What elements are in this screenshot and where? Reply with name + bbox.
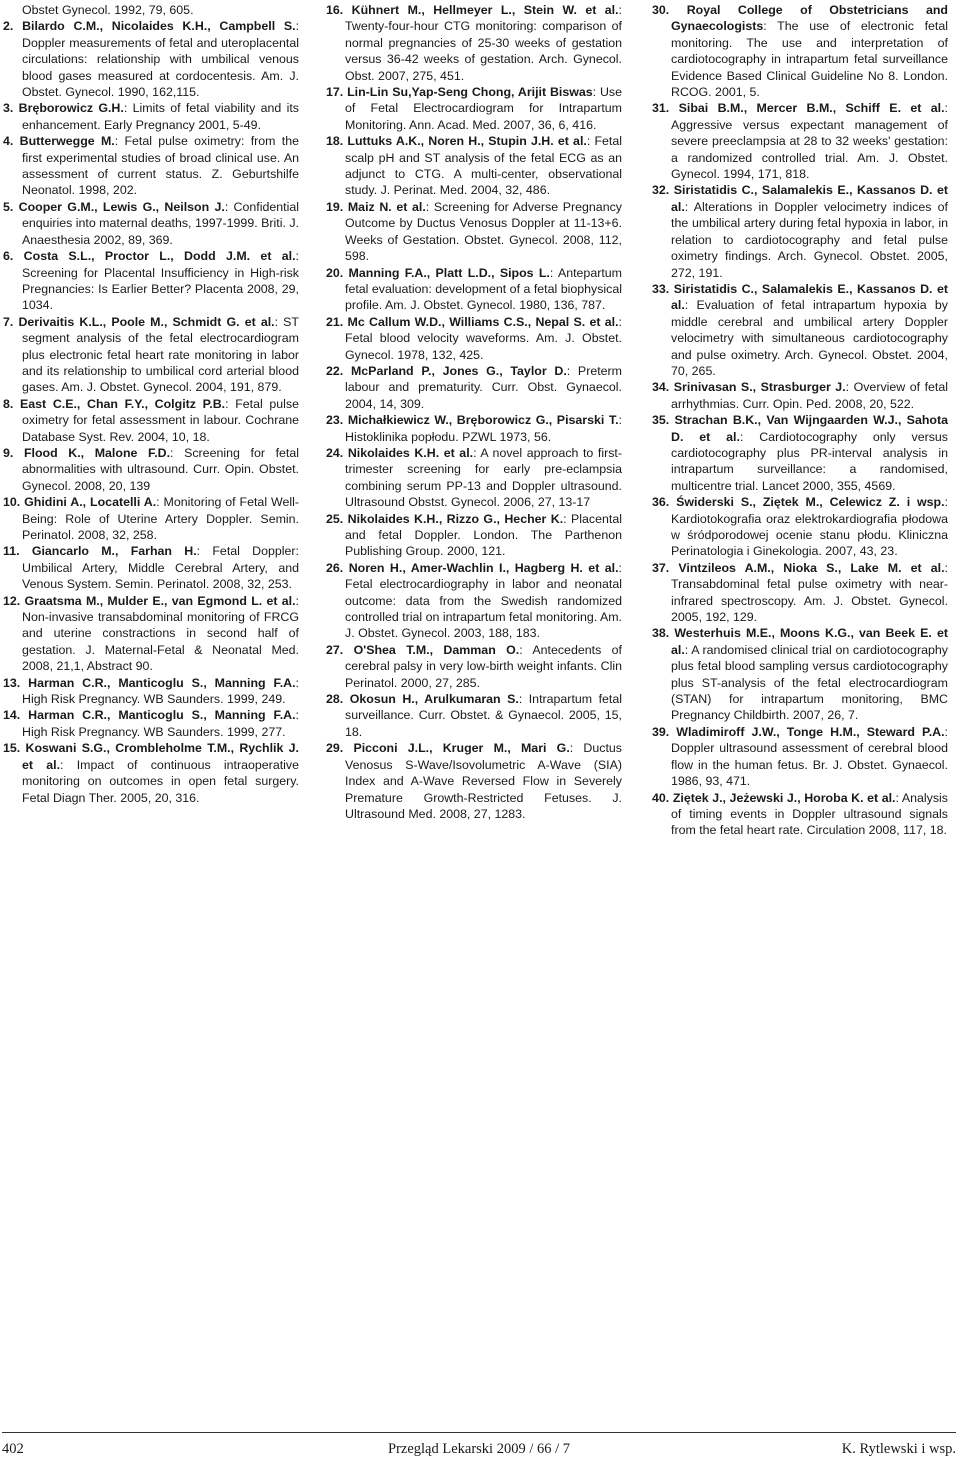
- reference-number: 26.: [326, 560, 344, 575]
- reference-authors: Nikolaides K.H., Rizzo G., Hecher K.: [347, 511, 564, 526]
- reference-text: : High Risk Pregnancy. WB Saunders. 1999, 249.: [22, 675, 299, 707]
- reference-number: 20.: [326, 265, 344, 280]
- reference-number: 23.: [326, 413, 344, 428]
- reference-authors: Harman C.R., Manticoglu S., Manning F.A.: [28, 675, 296, 690]
- reference-text: : Fetal scalp pH and ST analysis of the fetal ECG as an adjunct to CTG. A multi-center, observational study. J. Perinat. Med. 2004, 32, 486.: [345, 134, 623, 198]
- reference-entry: [652, 724, 948, 790]
- reference-text: : Screening for fetal abnormalities with ultrasound. Curr. Opin. Obstet. Gynecol. 2008, 20, 139: [22, 445, 299, 493]
- reference-number: 5.: [3, 199, 14, 214]
- reference-number: 8.: [3, 396, 14, 411]
- reference-authors: O'Shea T.M., Damman O.: [353, 642, 520, 657]
- reference-authors: Sibai B.M., Mercer B.M., Schiff E. et al.: [678, 101, 945, 116]
- reference-authors: Giancarlo M., Farhan H.: [31, 544, 197, 559]
- journal-citation: Przegląd Lekarski 2009 / 66 / 7: [387, 1441, 570, 1457]
- reference-authors: Kühnert M., Hellmeyer L., Stein W. et al.: [351, 3, 619, 17]
- reference-authors: Harman C.R., Manticoglu S., Manning F.A.: [28, 708, 296, 723]
- reference-number: 10.: [3, 495, 21, 510]
- reference-entry: [326, 511, 622, 560]
- reference-text: : Intrapartum fetal surveillance. Curr. Obstet. & Gynaecol. 2005, 15, 18.: [345, 692, 622, 739]
- reference-number: 37.: [652, 560, 670, 575]
- reference-authors: Manning F.A., Platt L.D., Sipos L.: [348, 265, 550, 280]
- reference-entry: [326, 2, 622, 84]
- reference-authors: Royal College of Obstetricians and Gynaecologists: [671, 3, 948, 34]
- reference-authors: Mc Callum W.D., Williams C.S., Nepal S. et al.: [347, 314, 619, 329]
- reference-entry: [652, 2, 948, 100]
- reference-entry: [3, 707, 299, 740]
- reference-text: : Doppler ultrasound assessment of cerebral blood flow in the human fetus. Br. J. Obstet. Gynaecol. 1986, 93, 471.: [671, 724, 948, 789]
- reference-authors: Cooper G.M., Lewis G., Neilson J.: [18, 199, 225, 214]
- reference-authors: Westerhuis M.E., Moons K.G., van Beek E. et al.: [671, 626, 948, 657]
- reference-entry: [326, 445, 622, 511]
- reference-authors: Butterwegge M.: [19, 134, 115, 149]
- reference-number: 32.: [652, 183, 670, 198]
- reference-authors: Derivaitis K.L., Poole M., Schmidt G. et al.: [18, 314, 275, 329]
- reference-number: 12.: [3, 593, 21, 608]
- reference-text: : Doppler measurements of fetal and uteroplacental circulations: relationship with umbilical venous blood gases measured at cordocentesis. Am. J. Obstet. Gynecol. 1990, 162,115.: [22, 19, 300, 100]
- reference-authors: Flood K., Malone F.D.: [23, 445, 171, 460]
- page-number: 402: [2, 1441, 24, 1457]
- reference-text: : Fetal pulse oximetry for fetal assessment in labour. Cochrane Database Syst. Rev. 2004, 10, 18.: [22, 396, 300, 444]
- reference-text: : Impact of continuous intraoperative monitoring on outcomes in open fetal surgery. Fetal Diagn Ther. 2005, 20, 316.: [22, 757, 299, 805]
- reference-number: 28.: [326, 692, 344, 707]
- reference-column-middle: [326, 2, 622, 822]
- reference-text: : Screening for Placental Insufficiency in High-risk Pregnancies: Is Earlier Better? Placenta 2008, 29, 1034.: [22, 249, 299, 313]
- reference-entry: [652, 379, 948, 412]
- reference-authors: East C.E., Chan F.Y., Colgitz P.B.: [20, 396, 226, 411]
- reference-authors: Graatsma M., Mulder E., van Egmond L. et al.: [24, 593, 296, 608]
- reference-text: : Cardiotocography only versus cardiotocography plus PR-interval analysis in intrapartum surveillance: a randomised, multicentre trial. Lancet 2000, 355, 4569.: [671, 429, 948, 493]
- reference-entry: [326, 412, 622, 445]
- reference-authors: Bilardo C.M., Nicolaides K.H., Campbell S.: [22, 19, 296, 34]
- reference-number: 3.: [3, 101, 14, 116]
- reference-text: : Overview of fetal arrhythmias. Curr. Opin. Ped. 2008, 20, 522.: [671, 380, 948, 411]
- reference-text: : Kardiotokografia oraz elektrokardiografia płodowa w śródporodowej ocenie stanu płodu. Kliniczna Perinatologia i Ginekologia. 2007, 43, 23.: [671, 495, 948, 559]
- reference-entry: [652, 182, 948, 280]
- reference-authors: Picconi J.L., Kruger M., Mari G.: [353, 741, 570, 756]
- reference-text: : Ductus Venosus S-Wave/Isovolumetric A-Wave (SIA) Index and A-Wave Reversed Flow in Severely Premature Growth-Restricted Fetuses. J. Ultrasound Med. 2008, 27, 1283.: [345, 741, 622, 821]
- reference-number: 36.: [652, 495, 670, 510]
- reference-text: : Non-invasive transabdominal monitoring of FRCG and uterine constractions in second half of gestation. J. Maternal-Fetal & Neonatal Med. 2008, 21,1, Abstract 90.: [22, 593, 299, 674]
- reference-entry: [326, 363, 622, 412]
- reference-number: 13.: [3, 675, 21, 690]
- reference-authors: Michałkiewicz W., Bręborowicz G., Pisarski T.: [347, 413, 619, 428]
- reference-text: : Antecedents of cerebral palsy in very low-birth weight infants. Clin Perinatol. 2000, 27, 285.: [345, 642, 622, 690]
- reference-number: 24.: [326, 445, 344, 460]
- reference-text: : A novel approach to first-trimester screening for early pre-eclampsia combining serum PP-13 and Doppler ultrasound. Ultrasound Obstst. Gynecol. 2006, 27, 13-17: [345, 445, 622, 510]
- reference-text: : A randomised clinical trial on cardiotocography plus fetal blood sampling versus cardiotocography plus ST-analysis of the fetal electrocardiogram (STAN) for intrapartum monitoring, BMC Pregnancy Childbirth. 2007, 26, 7.: [671, 642, 948, 723]
- reference-text: : Use of Fetal Electrocardiogram for Intrapartum Monitoring. Ann. Acad. Med. 2007, 36, 6, 416.: [345, 85, 623, 132]
- reference-authors: Koswani S.G., Crombleholme T.M., Rychlik J. et al.: [22, 741, 299, 772]
- reference-number: 4.: [3, 134, 14, 149]
- reference-entry: [3, 100, 299, 133]
- reference-text: : Twenty-four-hour CTG monitoring: comparison of normal pregnancies of 25-30 weeks of gestation versus 36-42 weeks of gestation. Arch. Gynecol. Obst. 2007, 275, 451.: [345, 3, 622, 83]
- reference-number: 14.: [3, 708, 21, 723]
- reference-number: 17.: [326, 85, 344, 100]
- reference-entry: [3, 248, 299, 314]
- reference-entry: [326, 265, 622, 314]
- reference-text: : The use of electronic fetal monitoring. The use and interpretation of cardiotocography in intrapartum fetal surveillance Evidence Based Clinical Guideline No 8. London. RCOG. 2001, 5.: [671, 19, 948, 100]
- reference-text: : Alterations in Doppler velocimetry indices of the umbilical artery during fetal hypoxia in labor, in relation to cardiotocography and fetal pulse oximetry findings. Arch. Gynecol. Obstet. 2005, 272, 191.: [671, 199, 948, 280]
- reference-number: 29.: [326, 741, 344, 756]
- reference-number: 27.: [326, 642, 344, 657]
- reference-authors: Ghidini A., Locatelli A.: [24, 495, 157, 510]
- reference-authors: Luttuks A.K., Noren H., Stupin J.H. et al.: [347, 134, 587, 149]
- reference-number: 40.: [652, 790, 670, 805]
- reference-authors: Nikolaides K.H. et al.: [347, 445, 474, 460]
- reference-number: 19.: [326, 199, 344, 214]
- reference-text: : Fetal Doppler: Umbilical Artery, Middle Cerebral Artery, and Venous System. Semin. Perinatol. 2008, 32, 253.: [22, 544, 299, 592]
- reference-number: 9.: [3, 445, 14, 460]
- reference-text: : Analysis of timing events in Doppler ultrasound signals from the fetal heart rate. Circulation 2008, 117, 18.: [671, 790, 948, 838]
- reference-entry: [3, 18, 299, 100]
- reference-number: 7.: [3, 314, 14, 329]
- reference-entry: [3, 593, 299, 675]
- reference-number: 38.: [652, 626, 670, 641]
- running-author: K. Rytlewski i wsp.: [841, 1441, 956, 1457]
- reference-text: : Fetal electrocardiography in labor and neonatal outcome: data from the Swedish randomized controlled trial on intrapartum fetal monitoring. Am. J. Obstet. Gynecol. 2003, 188, 183.: [345, 560, 622, 641]
- reference-number: 21.: [326, 314, 344, 329]
- reference-text: : Preterm labour and prematurity. Curr. Obst. Gynaecol. 2004, 14, 309.: [345, 363, 622, 411]
- reference-authors: McParland P., Jones G., Taylor D.: [350, 363, 567, 378]
- reference-authors: Noren H., Amer-Wachlin I., Hagberg H. et al.: [348, 560, 619, 575]
- reference-entry: [326, 560, 622, 642]
- reference-entry: [3, 314, 299, 396]
- reference-number: 39.: [652, 724, 670, 739]
- reference-entry: [3, 133, 299, 199]
- reference-number: 30.: [652, 3, 670, 17]
- reference-number: 18.: [326, 134, 344, 149]
- reference-entry: [3, 494, 299, 543]
- reference-number: 2.: [3, 19, 14, 34]
- reference-text: : Monitoring of Fetal Well-Being: Role of Uterine Artery Doppler. Semin. Perinatol. 2008, 32, 258.: [22, 495, 299, 542]
- reference-entry: [326, 84, 622, 133]
- reference-text: : Screening for Adverse Pregnancy Outcome by Ductus Venosus Doppler at 11-13+6. Weeks of Gestation. Obstet. Gynecol. 2008, 112, 598.: [345, 199, 622, 264]
- reference-entry: [326, 199, 622, 265]
- reference-entry: [326, 642, 622, 691]
- reference-authors: Bręborowicz G.H.: [18, 101, 124, 116]
- reference-number: 16.: [326, 3, 344, 17]
- reference-entry: [3, 543, 299, 592]
- reference-authors: Siristatidis C., Salamalekis E., Kassanos D. et al.: [671, 281, 948, 313]
- reference-text: : Transabdominal fetal pulse oximetry with near-infrared spectroscopy. Am. J. Obstet. Gynecol. 2005, 192, 129.: [671, 560, 948, 625]
- reference-number: 25.: [326, 511, 344, 526]
- reference-entry: [652, 790, 948, 839]
- reference-number: 34.: [652, 380, 670, 395]
- reference-entry: [3, 445, 299, 494]
- reference-text: : Fetal blood velocity waveforms. Am. J. Obstet. Gynecol. 1978, 132, 425.: [345, 314, 622, 362]
- reference-authors: Srinivasan S., Strasburger J.: [673, 380, 846, 395]
- reference-entry: [3, 740, 299, 806]
- reference-entry: [3, 396, 299, 445]
- reference-text: Obstet Gynecol. 1992, 79, 605.: [22, 3, 194, 17]
- reference-entry: [3, 2, 299, 18]
- footer-rule: [2, 1432, 956, 1433]
- reference-number: 15.: [3, 741, 21, 756]
- reference-authors: Strachan B.K., Van Wijngaarden W.J., Sahota D. et al.: [671, 413, 948, 444]
- reference-number: 35.: [652, 413, 670, 428]
- reference-authors: Costa S.L., Proctor L., Dodd J.M. et al.: [23, 249, 296, 264]
- reference-column-right: [652, 2, 948, 839]
- reference-entry: [3, 675, 299, 708]
- reference-entry: [652, 560, 948, 626]
- reference-authors: Vintzileos A.M., Nioka S., Lake M. et al.: [678, 560, 945, 575]
- reference-text: : ST segment analysis of the fetal electrocardiogram plus electronic fetal heart rate monitoring in labor and its relationship to umbilical cord arterial blood gases. Am. J. Obstet. Gynecol. 2004, 191, 879.: [22, 314, 299, 395]
- reference-entry: [652, 494, 948, 560]
- reference-column-left: [3, 2, 299, 806]
- reference-authors: Lin-Lin Su,Yap-Seng Chong, Arijit Biswas: [347, 85, 593, 100]
- reference-text: : Limits of fetal viability and its enhancement. Early Pregnancy 2001, 5-49.: [22, 101, 299, 132]
- reference-text: : Antepartum fetal evaluation: development of a fetal biophysical profile. Am. J. Obstet. Gynecol. 1980, 136, 787.: [345, 265, 622, 313]
- reference-entry: [3, 199, 299, 248]
- page-footer: [2, 1441, 956, 1461]
- reference-entry: [326, 740, 622, 822]
- reference-authors: Świderski S., Ziętek M., Celewicz Z. i wsp.: [676, 495, 945, 510]
- reference-entry: [652, 625, 948, 723]
- reference-text: : Confidential enquiries into maternal deaths, 1997-1999. Briti. J. Anaesthesia 2002, 89, 369.: [22, 199, 299, 247]
- reference-number: 6.: [3, 249, 14, 264]
- reference-entry: [326, 691, 622, 740]
- reference-authors: Okosun H., Arulkumaran S.: [349, 692, 519, 707]
- reference-entry: [652, 281, 948, 379]
- reference-number: 11.: [3, 544, 20, 559]
- reference-number: 31.: [652, 101, 670, 116]
- reference-entry: [326, 314, 622, 363]
- reference-text: : Aggressive versus expectant management of severe preeclampsia at 28 to 32 weeks' gestation: a randomized controlled trial. Am. J. Obstet. Gynecol. 1994, 171, 818.: [671, 101, 948, 182]
- reference-number: 33.: [652, 281, 670, 296]
- reference-text: : High Risk Pregnancy. WB Saunders. 1999, 277.: [22, 708, 299, 739]
- reference-authors: Siristatidis C., Salamalekis E., Kassanos D. et al.: [671, 183, 948, 214]
- reference-entry: [652, 412, 948, 494]
- reference-text: : Placental and fetal Doppler. London. The Parthenon Publishing Group. 2000, 121.: [345, 511, 622, 559]
- reference-entry: [652, 100, 948, 182]
- reference-text: : Fetal pulse oximetry: from the first experimental studies of broad clinical use. An assessment of current status. Z. Geburtshilfe Neonatol. 1998, 202.: [22, 134, 299, 198]
- reference-authors: Maiz N. et al.: [347, 199, 426, 214]
- reference-authors: Ziętek J., Jeżewski J., Horoba K. et al.: [672, 790, 896, 805]
- reference-number: 22.: [326, 363, 344, 378]
- reference-text: : Histoklinika popłodu. PZWL 1973, 56.: [345, 413, 622, 444]
- reference-entry: [326, 133, 622, 199]
- reference-authors: Wladimiroff J.W., Tonge H.M., Steward P.A.: [676, 724, 945, 739]
- reference-text: : Evaluation of fetal intrapartum hypoxia by middle cerebral and umbilical artery Doppler velocimetry with simultaneous cardiotocography and pulse oximetry. Arch. Gynecol. Obstet. 2004, 70, 265.: [671, 298, 948, 378]
